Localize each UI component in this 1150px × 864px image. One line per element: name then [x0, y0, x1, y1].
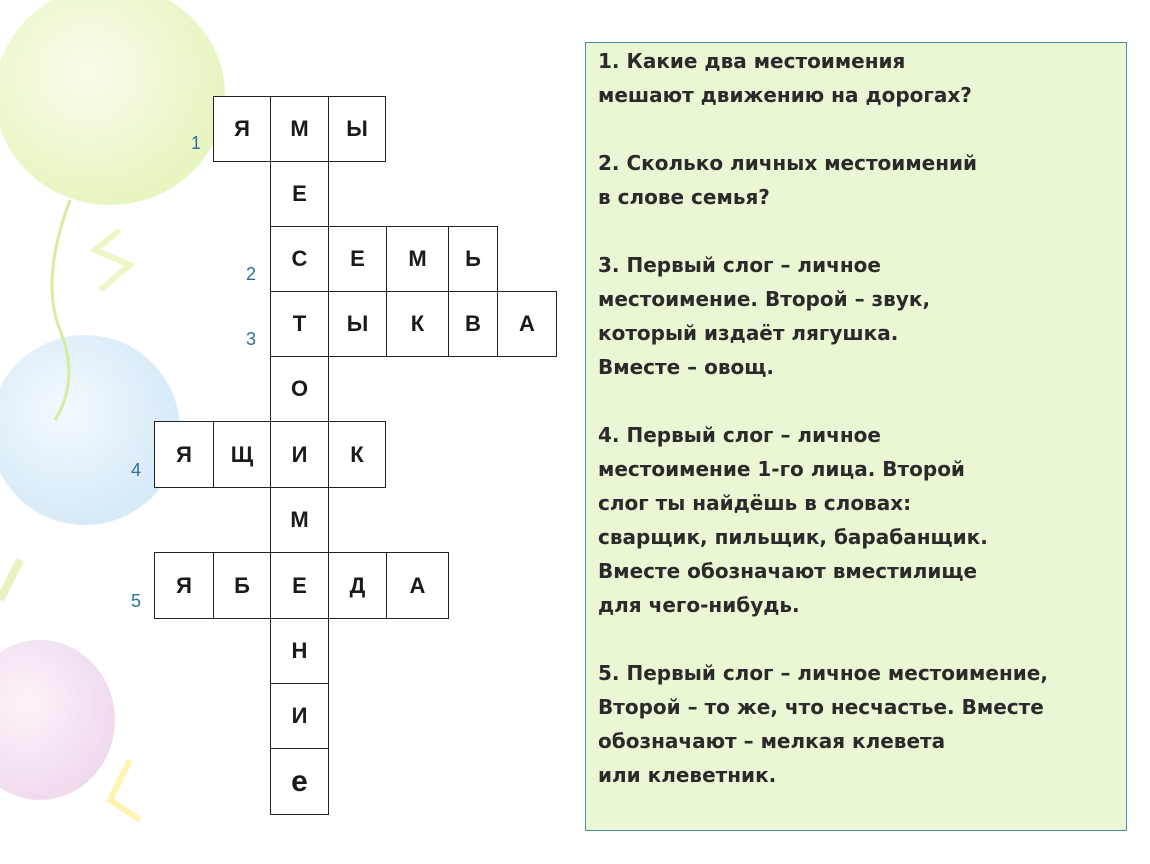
clue-line: 3. Первый слог – личное: [598, 253, 881, 277]
clue-number-3: 3: [246, 329, 257, 349]
clue-1: [598, 44, 1112, 112]
clue-line: местоимение. Второй – звук,: [598, 287, 931, 311]
clue-line: Вместе обозначают вместилище: [598, 559, 978, 583]
clue-line: обозначают – мелкая клевета: [598, 729, 946, 753]
clue-line: сварщик, пильщик, барабанщик.: [598, 525, 988, 549]
clue-line: 4. Первый слог – личное: [598, 423, 881, 447]
grid-cell: Б: [213, 552, 271, 619]
grid-cell: Т: [270, 291, 329, 357]
clue-line: или клеветник.: [598, 763, 777, 787]
clue-5: [598, 656, 1112, 792]
clues-panel: [585, 42, 1127, 831]
clue-line: для чего-нибудь.: [598, 593, 800, 617]
clue-line: 1. Какие два местоимения: [598, 49, 906, 73]
grid-cell: А: [386, 552, 449, 619]
grid-cell: Я: [154, 421, 214, 488]
clue-line: местоимение 1-го лица. Второй: [598, 457, 965, 481]
clue-2: [598, 146, 1112, 214]
grid-cell: Ы: [328, 291, 387, 357]
grid-cell: К: [328, 421, 386, 488]
grid-cell: е: [270, 748, 329, 815]
grid-cell: К: [386, 291, 449, 357]
grid-cell: И: [270, 421, 329, 488]
grid-cell: Я: [213, 96, 271, 162]
clue-line: Вместе – овощ.: [598, 355, 774, 379]
grid-cell: Е: [328, 226, 387, 292]
grid-cell: Е: [270, 552, 329, 619]
clue-3: [598, 248, 1112, 384]
clue-4: [598, 418, 1112, 622]
grid-cell: Ь: [448, 226, 498, 292]
grid-cell: Щ: [213, 421, 271, 488]
grid-cell: Д: [328, 552, 387, 619]
clue-number-5: 5: [131, 591, 142, 611]
grid-cell: Ы: [328, 96, 386, 162]
grid-cell: О: [270, 356, 329, 422]
grid-cell: С: [270, 226, 329, 292]
clue-number-1: 1: [191, 133, 202, 153]
clue-line: Второй – то же, что несчастье. Вместе: [598, 695, 1044, 719]
grid-cell: М: [270, 96, 329, 162]
clue-line: 2. Сколько личных местоимений: [598, 151, 978, 175]
grid-cell: В: [448, 291, 498, 357]
grid-cell: Н: [270, 618, 329, 684]
clue-line: 5. Первый слог – личное местоимение,: [598, 661, 1048, 685]
grid-cell: Е: [270, 161, 329, 227]
clue-line: который издаёт лягушка.: [598, 321, 899, 345]
grid-cell: М: [386, 226, 449, 292]
clue-line: в слове семья?: [598, 185, 770, 209]
grid-cell: М: [270, 487, 329, 553]
grid-cell: И: [270, 683, 329, 749]
grid-cell: Я: [154, 552, 214, 619]
clue-number-4: 4: [131, 460, 142, 480]
clue-number-2: 2: [246, 264, 257, 284]
grid-cell: А: [497, 291, 557, 357]
clue-line: слог ты найдёшь в словах:: [598, 491, 912, 515]
clue-line: мешают движению на дорогах?: [598, 83, 972, 107]
